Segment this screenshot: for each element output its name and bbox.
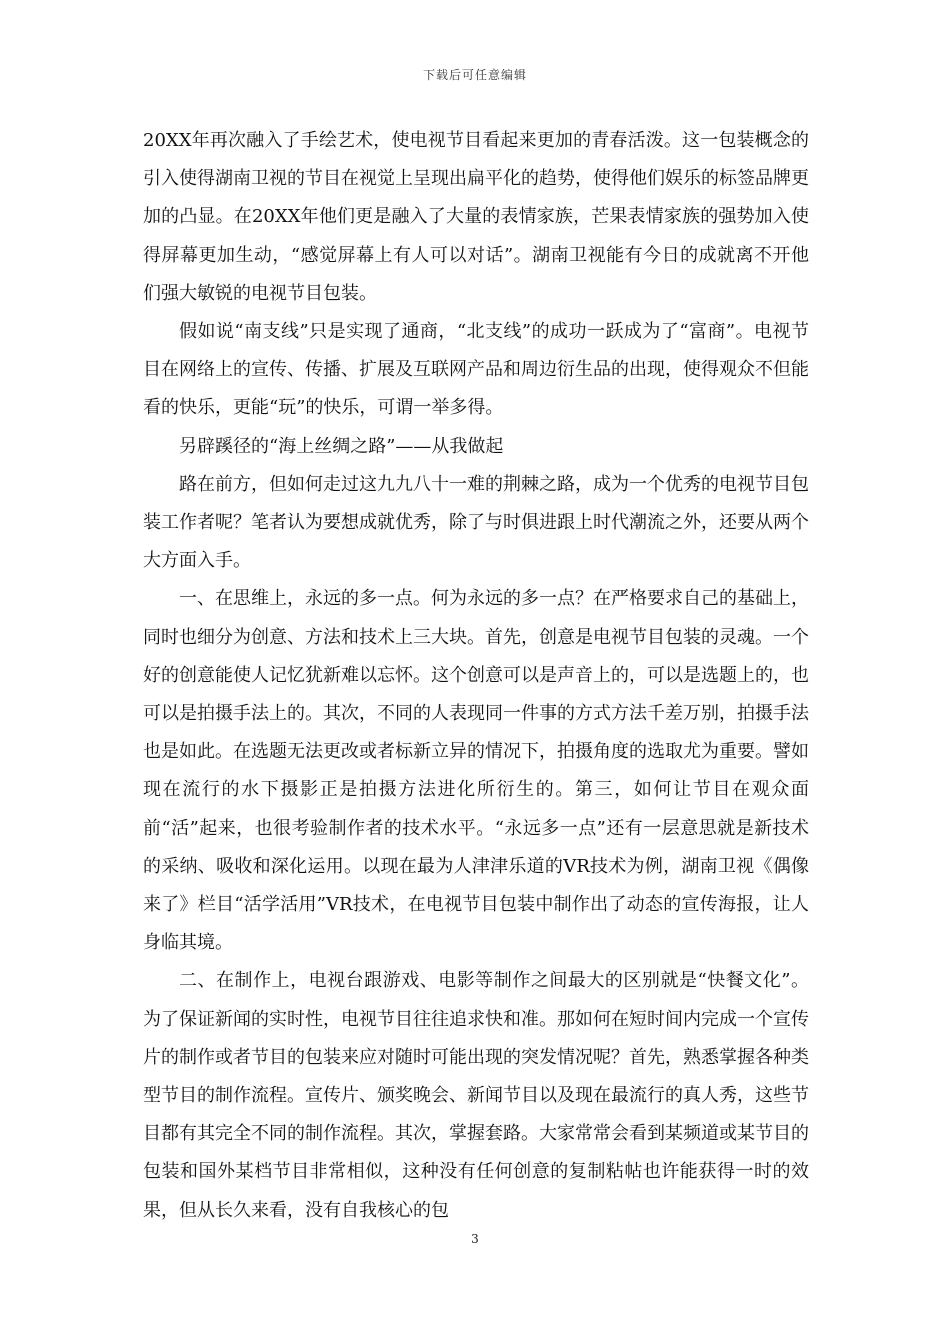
paragraph-1: 20XX年再次融入了手绘艺术，使电视节目看起来更加的青春活泼。这一包装概念的引入使得湖南卫视的节目在视觉上呈现出扁平化的趋势，使得他们娱乐的标签品牌更加的凸显。在20XX年他们更是融入了大量的表情家族，芒果表情家族的强势加入使得屏幕更加生动，“感觉屏幕上有人可以对话”。湖南卫视能有今日的成就离不开他们强大敏锐的电视节目包装。 <box>143 130 809 304</box>
paragraph-4: 一、在思维上，永远的多一点。何为永远的多一点？在严格要求自己的基础上，同时也细分为创意、方法和技术上三大块。首先，创意是电视节目包装的灵魂。一个好的创意能使人记忆犹新难以忘怀。这个创意可以是声音上的，可以是选题上的，也可以是拍摄手法上的。其次，不同的人表现同一件事的方式方法千差万别，拍摄手法也是如此。在选题无法更改或者标新立异的情况下，拍摄角度的选取尤为重要。譬如现在流行的水下摄影正是拍摄方法进化所衍生的。第三，如何让节目在观众面前“活”起来，也很考验制作者的技术水平。“永远多一点”还有一层意思就是新技术的采纳、吸收和深化运用。以现在最为人津津乐道的VR技术为例，湖南卫视《偶像来了》栏目“活学活用”VR技术，在电视节目包装中制作出了动态的宣传海报，让人身临其境。 <box>143 588 809 954</box>
page-header: 下载后可任意编辑 <box>422 68 527 82</box>
section-heading: 另辟蹊径的“海上丝绸之路”——从我做起 <box>179 435 504 457</box>
paragraph-2: 假如说“南支线”只是实现了通商，“北支线”的成功一跃成为了“富商”。电视节目在网络上的宣传、传播、扩展及互联网产品和周边衍生品的出现，使得观众不但能看的快乐，更能“玩”的快乐，可谓一举多得。 <box>143 321 809 419</box>
page-number: 3 <box>471 1232 479 1246</box>
document-body <box>143 122 809 1230</box>
paragraph-5: 二、在制作上，电视台跟游戏、电影等制作之间最大的区别就是“快餐文化”。为了保证新闻的实时性，电视节目往往追求快和准。那如何在短时间内完成一个宣传片的制作或者节目的包装来应对随时可能出现的突发情况呢？首先，熟悉掌握各种类型节目的制作流程。宣传片、颁奖晚会、新闻节目以及现在最流行的真人秀，这些节目都有其完全不同的制作流程。其次，掌握套路。大家常常会看到某频道或某节目的包装和国外某档节目非常相似，这种没有任何创意的复制粘帖也许能获得一时的效果，但从长久来看，没有自我核心的包 <box>143 970 809 1221</box>
paragraph-3: 路在前方，但如何走过这九九八十一难的荆棘之路，成为一个优秀的电视节目包装工作者呢？笔者认为要想成就优秀，除了与时俱进跟上时代潮流之外，还要从两个大方面入手。 <box>143 473 809 572</box>
